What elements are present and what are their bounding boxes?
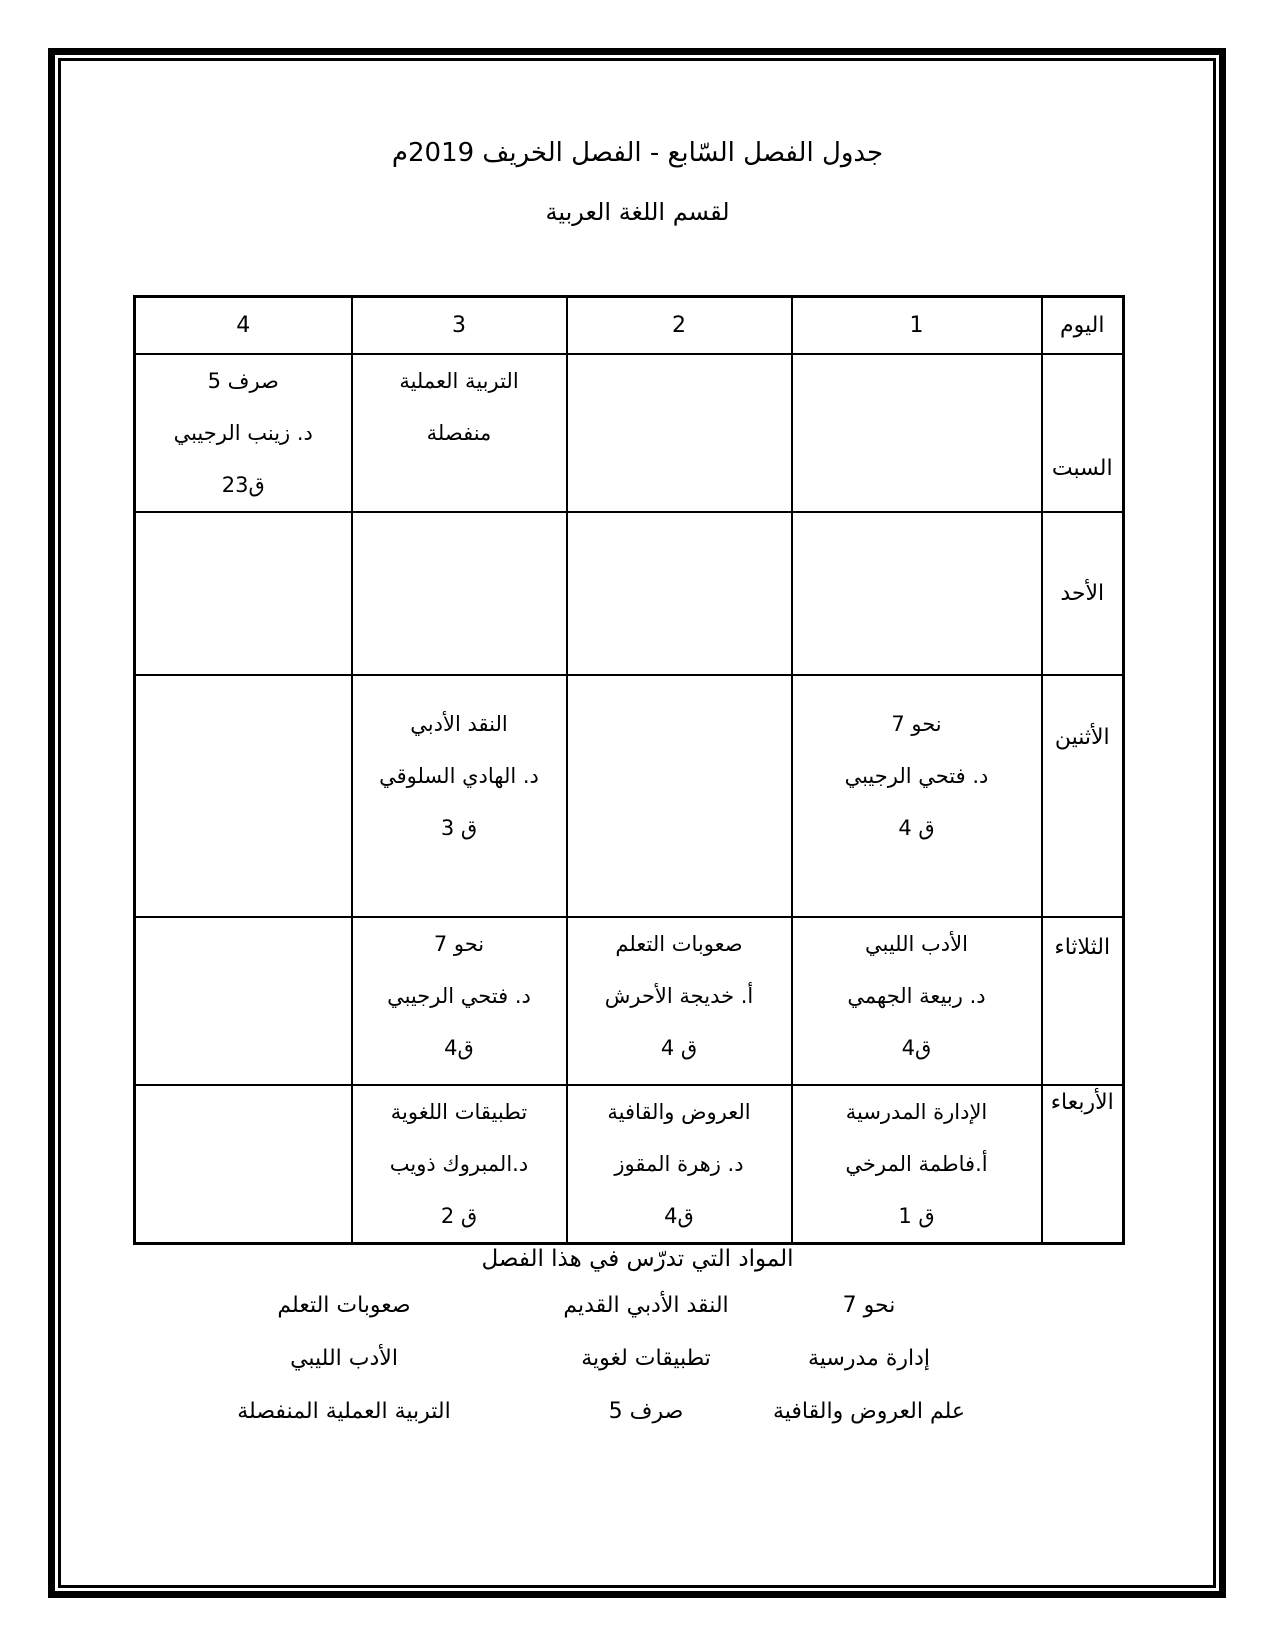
schedule-cell — [567, 1085, 792, 1244]
subject-name: نحو 7 — [433, 932, 485, 956]
subject-name: تطبيقات اللغوية — [390, 1100, 528, 1124]
course-name: صرف 5 — [608, 1399, 684, 1424]
course-name: الأدب الليبي — [290, 1346, 398, 1371]
page-title: جدول الفصل السّابع - الفصل الخريف 2019م — [391, 138, 884, 168]
subject-name: العروض والقافية — [607, 1100, 751, 1124]
course-name: التربية العملية المنفصلة — [237, 1399, 451, 1424]
footer-column-0 — [773, 1279, 965, 1438]
course-name: إدارة مدرسية — [808, 1346, 930, 1371]
schedule-cell — [135, 675, 352, 917]
page-subtitle: لقسم اللغة العربية — [545, 198, 730, 226]
subject-name: صرف 5 — [207, 369, 279, 393]
day-cell: الأحد — [1042, 512, 1124, 675]
schedule-row — [135, 917, 1124, 1085]
period-header-4: 4 — [135, 297, 352, 355]
teacher-name: د. زهرة المقوز — [614, 1152, 744, 1176]
day-cell: الأربعاء — [1042, 1085, 1124, 1244]
schedule-cell — [792, 1085, 1042, 1244]
teacher-name: أ.فاطمة المرخي — [845, 1152, 988, 1176]
teacher-name: منفصلة — [426, 421, 492, 445]
schedule-cell — [352, 512, 567, 675]
schedule-cell — [135, 354, 352, 512]
subject-name: صعوبات التعلم — [615, 932, 743, 956]
day-cell: الثلاثاء — [1042, 917, 1124, 1085]
subject-name: نحو 7 — [891, 712, 942, 736]
subject-name: النقد الأدبي — [410, 712, 508, 736]
course-name: تطبيقات لغوية — [581, 1346, 711, 1371]
period-header-1: 1 — [792, 297, 1042, 355]
teacher-name: د. زينب الرجيبي — [173, 421, 313, 445]
course-name: نحو 7 — [842, 1293, 896, 1318]
period-header-3: 3 — [352, 297, 567, 355]
room-number: ق4 — [664, 1204, 694, 1228]
schedule-cell — [352, 1085, 567, 1244]
schedule-cell — [135, 1085, 352, 1244]
teacher-name: د. فتحي الرجيبي — [387, 984, 531, 1008]
course-name: النقد الأدبي القديم — [563, 1293, 729, 1318]
day-cell: الأثنين — [1042, 675, 1124, 917]
teacher-name: د. ربيعة الجهمي — [847, 984, 986, 1008]
schedule-cell — [567, 917, 792, 1085]
schedule-cell — [567, 675, 792, 917]
room-number: ق 1 — [898, 1204, 935, 1228]
schedule-cell — [792, 917, 1042, 1085]
schedule-cell — [792, 354, 1042, 512]
schedule-cell — [567, 512, 792, 675]
teacher-name: د. فتحي الرجيبي — [844, 764, 989, 788]
day-column-header: اليوم — [1042, 297, 1124, 355]
teacher-name: د.المبروك ذويب — [389, 1152, 529, 1176]
schedule-table — [133, 295, 1125, 1245]
room-number: ق 4 — [898, 816, 935, 840]
room-number: ق23 — [221, 473, 265, 497]
schedule-row — [135, 675, 1124, 917]
schedule-row — [135, 354, 1124, 512]
teacher-name: د. الهادي السلوقي — [379, 764, 539, 788]
teacher-name: أ. خديجة الأحرش — [604, 984, 754, 1008]
schedule-row — [135, 1085, 1124, 1244]
course-name: علم العروض والقافية — [772, 1399, 966, 1424]
schedule-cell — [352, 675, 567, 917]
course-name: صعوبات التعلم — [277, 1293, 411, 1318]
footer-column-1 — [563, 1279, 728, 1438]
room-number: ق4 — [444, 1036, 474, 1060]
room-number: ق 4 — [660, 1036, 698, 1060]
schedule-cell — [352, 917, 567, 1085]
schedule-cell — [135, 917, 352, 1085]
schedule-cell — [135, 512, 352, 675]
subject-name: التربية العملية — [399, 369, 519, 393]
period-header-2: 2 — [567, 297, 792, 355]
room-number: ق4 — [901, 1036, 932, 1060]
day-cell: السبت — [1042, 354, 1124, 512]
footer-heading: المواد التي تدرّس في هذا الفصل — [481, 1246, 794, 1272]
schedule-cell — [792, 675, 1042, 917]
room-number: ق 2 — [440, 1204, 478, 1228]
schedule-row — [135, 512, 1124, 675]
subject-name: الإدارة المدرسية — [845, 1100, 988, 1124]
subject-name: الأدب الليبي — [865, 932, 968, 956]
schedule-cell — [792, 512, 1042, 675]
table-header-row — [135, 297, 1124, 355]
footer-column-2 — [237, 1279, 450, 1438]
schedule-cell — [352, 354, 567, 512]
schedule-cell — [567, 354, 792, 512]
room-number: ق 3 — [440, 816, 478, 840]
